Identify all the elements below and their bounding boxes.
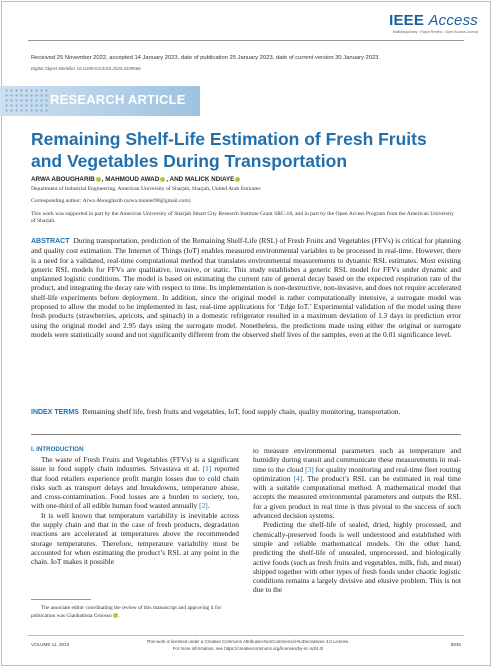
banner-dot-pattern <box>4 88 50 114</box>
orcid-icon[interactable] <box>235 177 240 182</box>
citation-link[interactable]: [3] <box>305 464 314 474</box>
author-3: AND MALICK NDIAYE <box>169 176 235 183</box>
index-terms-label: INDEX TERMS <box>31 409 79 416</box>
volume-label: VOLUME 11, 2023 <box>31 642 70 647</box>
received-dates: Received 25 November 2022, accepted 14 January 2023, date of publication 25 January 2023, date of current version 30 January 2023. <box>31 55 381 61</box>
license-line-1: This work is licensed under a Creative Commons Attribution-NonCommercial-NoDerivatives 4.0 License. <box>146 639 350 644</box>
funding-note: This work was supported in part by the American University of Sharjah Smart City Research Institute Grant SRC-18, and in part by the Open Access Program from the American University of Sharjah. <box>31 211 454 224</box>
orcid-icon[interactable] <box>96 177 101 182</box>
divider <box>31 434 461 435</box>
section-heading: I. INTRODUCTION <box>31 446 84 453</box>
text-run: to measure environmental parameters such as temperature and humidity during transit and communicate these measurements in real-time to the cloud <box>253 446 461 474</box>
text-run: . The product’s RSL can be estimated in real time with a suitable computational method. A mathematical model that accepts the measured environmental parameters and outputs the RSL for a given product in real time is thus pivotal to the success of such advanced decision systems. <box>253 473 461 521</box>
abstract-text: During transportation, prediction of the Remaining Shelf-Life (RSL) of Fresh Fruits and Vegetables (FFVs) is critical for planning and quality cost estimation. The Internet of Things (IoT) enables measured environmental variables to be processed in real-time. However, there is a need for a validated, real-time computational method that translates environmental measurements to dynamic RSL estimates. Most existing generic RSL models for FFVs are qualitative, invasive, or static. This study establishes a generic RSL model for FFVs under dynamic and unplanned logistic conditions. The model is based on estimating the current rate of general decay based on the expected respiration rate of the product, and integrating the decay rate with respect to time. Its implementation is non-destructive, non-invasive, and does not require accelerated shelf-life experiments before deployment. In addition, since the original model is rather computationally intensive, a surrogate model was proposed to allow the model to be implemented in fast, real-time applications for ‘Edge IoT.’ Experimental validation of the model using three fresh products (strawberries, apricots, and spinach) in a domestic refrigerator resulted in a maximum deviation of 1.3 days in prediction error using the original model and 2.95 days using the surrogate model. Nonetheless, the predictions made using either the original or surrogate models were statistically sound and not significantly different from the observed shelf lives of the samples, even at the 0.01 significance level. <box>31 236 461 339</box>
abstract-label: ABSTRACT <box>31 238 70 245</box>
left-column <box>31 455 239 567</box>
intro-paragraph-2: It is well known that temperature variability is inevitable across the supply chain and that in the case of fresh products, degradation reactions are accelerated at temperatures above the recommended storage temperatures. Therefore, temperature variability must be accounted for when estimating the product’s RSL at any point in the chain. IoT makes it possible <box>31 510 239 567</box>
right-column <box>253 446 461 595</box>
text-run: . <box>207 501 210 511</box>
orcid-icon[interactable] <box>160 177 165 182</box>
intro-paragraph-1 <box>31 455 239 511</box>
corresponding-author: Corresponding author: Arwa Abougharib (arwa.monier98@gmail.com) <box>31 198 191 204</box>
license-link[interactable]: For more information, see https://creativecommons.org/licenses/by-nc-nd/4.0/ <box>172 645 324 651</box>
author-2: MAHMOUD AWAD <box>105 176 160 183</box>
affiliation: Department of Industrial Engineering, American University of Sharjah, Sharjah, United Arab Emirates <box>31 186 261 192</box>
text-run: for quality monitoring and real-time fleet routing optimization <box>253 464 461 483</box>
text-run: reported that food retailers experience profit margin losses due to cold chain risks such as transport delays and breakdowns, temperature abuse, and cross-contamination. Food losses are a burden to society, too, with one-third of all edible human food wasted annually <box>31 464 239 511</box>
citation-link[interactable]: [4] <box>293 473 303 483</box>
author-list: ARWA ABOUGHARIB , MAHMOUD AWAD , AND MALICK NDIAYE <box>31 176 241 183</box>
footnote-rule <box>31 599 91 600</box>
index-terms <box>31 407 461 417</box>
index-terms-text: Remaining shelf life, fresh fruits and vegetables, IoT, food supply chain, quality monitoring, transportation. <box>82 407 401 416</box>
footnote-text: The associate editor coordinating the review of this manuscript and approving it for publication was Gianbattista Gruosso <box>31 605 222 619</box>
license-notice <box>128 639 368 652</box>
title-line-2: and Vegetables During Transportation <box>31 151 348 171</box>
citation-link[interactable]: [2] <box>199 501 208 511</box>
editor-footnote: The associate editor coordinating the review of this manuscript and approving it for publication was Gianbattista Gruosso . <box>31 605 222 619</box>
text-run: The waste of Fresh Fruits and Vegetables (FFVs) is a significant issue in food supply chain industries. Srivastava et al. <box>31 455 239 474</box>
page-number: 8845 <box>450 642 461 647</box>
citation-link[interactable]: [1] <box>202 464 212 474</box>
title-line-1: Remaining Shelf-Life Estimation of Fresh Fruits <box>31 129 427 149</box>
intro-paragraph-continued <box>253 446 461 520</box>
intro-paragraph-3: Predicting the shelf-life of sealed, dried, highly processed, and chemically-preserved foods is well understood and established with simple and reliable mathematical models. On the other hand, predicting the shelf-life of unsealed, unprocessed, and biologically active foods (such as fresh fruits and vegetables, milk, fish, and meat) shipped together with other types of fresh foods under chaotic logistic conditions remains a largely divisive and elusive problem. This is not due to the <box>253 520 461 595</box>
footer-rule <box>28 635 464 636</box>
author-1: ARWA ABOUGHARIB <box>31 176 95 183</box>
abstract <box>31 236 461 339</box>
orcid-icon[interactable] <box>113 613 118 618</box>
logo-suffix: Access <box>428 12 478 29</box>
section-label: RESEARCH ARTICLE <box>50 92 186 107</box>
journal-logo <box>389 12 478 29</box>
article-title <box>31 128 471 172</box>
header-rule <box>28 40 464 41</box>
logo-tagline: Multidisciplinary : Rapid Review : Open Access Journal <box>392 30 478 34</box>
doi-line: Digital Object Identifier 10.1109/ACCESS.2023.3239566 <box>31 66 141 71</box>
logo-brand: IEEE <box>389 12 425 29</box>
